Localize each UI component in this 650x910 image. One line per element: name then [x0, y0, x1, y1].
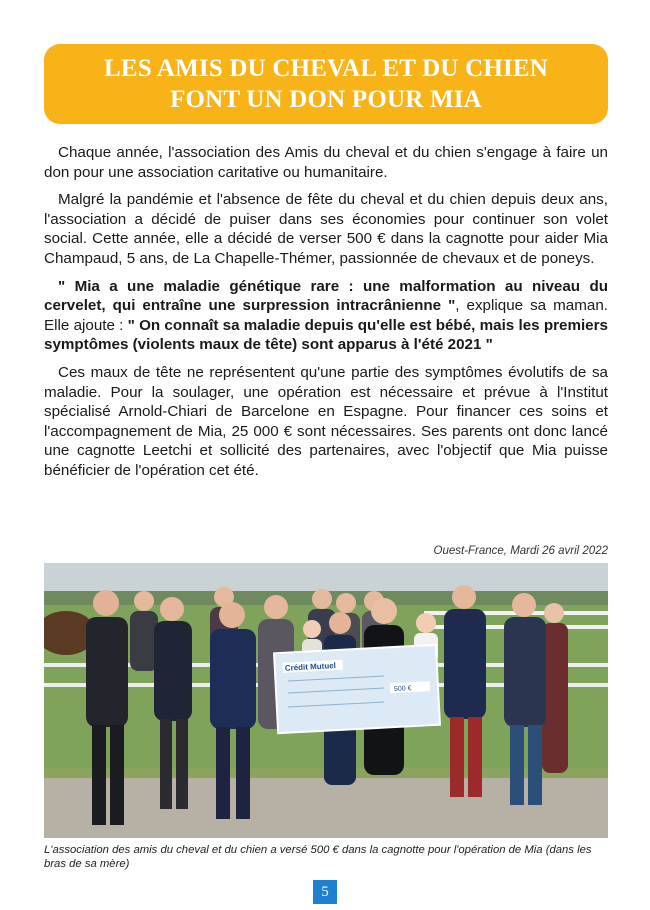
title-line-2: FONT UN DON POUR MIA	[170, 86, 482, 113]
photo-illustration	[44, 563, 608, 838]
quote-attribution: , explique sa maman. Elle ajoute :	[44, 297, 608, 334]
page-number: 5	[313, 880, 337, 904]
cheque-brand: Crédit Mutuel	[284, 661, 337, 673]
quote-2: " On connaît sa maladie depuis qu'elle est bébé, mais les premiers symptômes (violents maux de tête) sont apparus à l'été 2021 "	[44, 316, 608, 354]
paragraph-2: Malgré la pandémie et l'absence de fête du cheval et du chien depuis deux ans, l'association a décidé de puiser dans ses économies pour continuer son volet social. Cette année, elle a décidé de verser 500 € dans la cagnotte pour aider Mia Champaud, 5 ans, de La Chapelle-Thémer, passionnée de chevaux et de poneys.	[44, 191, 608, 267]
article-title	[104, 53, 548, 115]
group-photo	[44, 563, 608, 838]
photo-caption: L'association des amis du cheval et du chien a versé 500 € dans la cagnotte pour l'opération de Mia (dans les bras de sa mère)	[44, 844, 592, 870]
cheque-amount: 500 €	[393, 685, 412, 694]
title-line-1: LES AMIS DU CHEVAL ET DU CHIEN	[103, 55, 549, 82]
article-body	[44, 143, 608, 489]
source-credit: Ouest-France, Mardi 26 avril 2022	[433, 545, 608, 557]
paragraph-1: Chaque année, l'association des Amis du cheval et du chien s'engage à faire un don pour une association caritative ou humanitaire.	[44, 144, 608, 181]
cheque	[274, 645, 440, 733]
title-banner	[44, 44, 608, 124]
paragraph-4: Ces maux de tête ne représentent qu'une partie des symptômes évolutifs de sa maladie. Pour la soulager, une opération est nécessaire et prévue à l'Institut spécialisé Arnold-Chiari de Barcelone en Espagne. Pour financer ces soins et l'accompagnement de Mia, 25 000 € sont nécessaires. Ses parents ont donc lancé une cagnotte Leetchi et sollicité des partenaires, avec l'objectif que Mia puisse bénéficier de l'opération cet été.	[44, 363, 608, 479]
quote-1: " Mia a une maladie génétique rare : une malformation au niveau du cervelet, qui entraîne une surpression intracrânienne "	[44, 277, 608, 315]
paragraph-3	[44, 277, 608, 355]
